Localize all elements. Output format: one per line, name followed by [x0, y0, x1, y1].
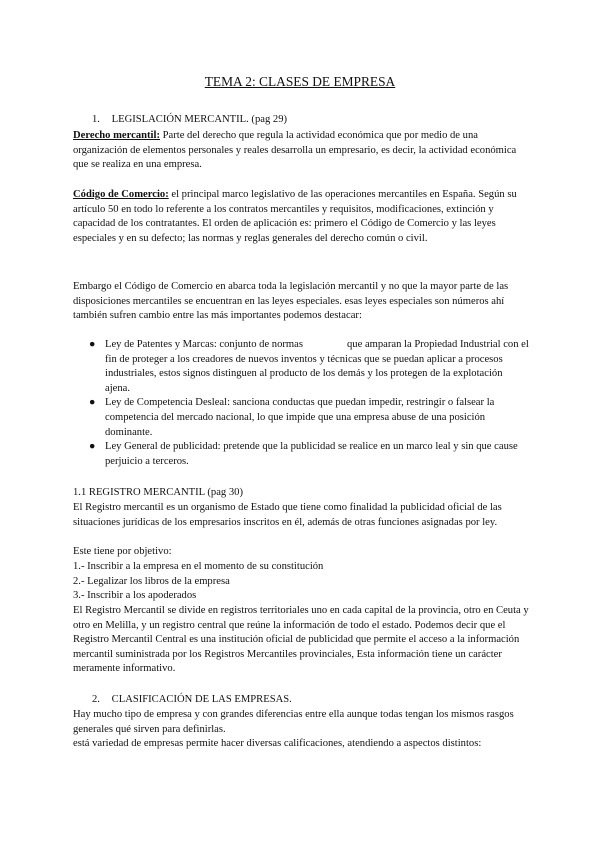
section-1-heading	[92, 113, 532, 128]
section-2-heading	[92, 693, 532, 708]
objective-item-1: 1.- Inscribir a la empresa en el momento de su constitución	[73, 561, 324, 572]
bullet-icon: ●	[89, 397, 96, 409]
bullet-icon: ●	[89, 441, 96, 453]
section-2-number: 2.	[92, 694, 100, 705]
paragraph-derecho-mercantil	[73, 129, 529, 173]
bullet-icon: ●	[89, 339, 96, 350]
paragraph-calificaciones: está variedad de empresas permite hacer diversas calificaciones, atendiendo a aspectos distintos:	[73, 738, 482, 749]
bullet-1-text-start: Ley de Patentes y Marcas: conjunto de normas	[105, 339, 303, 350]
section-1-title: LEGISLACIÓN MERCANTIL. (pag 29)	[111, 114, 288, 125]
term-codigo-comercio: Código de Comercio:	[73, 189, 169, 200]
list-item	[73, 440, 529, 469]
objective-item-3: 3.- Inscribir a los apoderados	[73, 590, 197, 601]
list-item	[73, 396, 529, 440]
bullet-2-text: Ley de Competencia Desleal: sanciona conductas que puedan impedir, restringir o falsear la competencia del mercado nacional, lo que impide que una empresa abuse de una posición dominante.	[105, 397, 495, 438]
document-title: TEMA 2: CLASES DE EMPRESA	[204, 74, 396, 89]
section-1-number: 1.	[92, 114, 100, 125]
paragraph-registro-mercantil: El Registro mercantil es un organismo de Estado que tiene como finalidad la publicidad oficial de las situaciones jurídicas de los empresarios inscritos en él, además de otras funciones asignadas por ley.	[73, 502, 502, 528]
paragraph-leyes-especiales: Embargo el Código de Comercio en abarca toda la legislación mercantil y no que la mayor parte de las disposiciones mercantiles se encuentran en las leyes especiales. esas leyes especiales son números ahí también sufren cambio entre las más importantes podemos destacar:	[73, 281, 509, 322]
section-1-1-heading: 1.1 REGISTRO MERCANTIL (pag 30)	[73, 487, 243, 498]
paragraph-registros-territoriales: El Registro Mercantil se divide en registros territoriales uno en cada capital de la provincia, otro en Ceuta y otro en Melilla, y un registro central que reúne la información de todo el estado. Podemos decir que el Registro Mercantil Central es una institución oficial de publicidad que permite el acceso a la información mercantil suministrada por los Registros Mercantiles provinciales, Esta información tiene un carácter meramente informativo.	[73, 605, 529, 675]
paragraph-tipos-empresa: Hay mucho tipo de empresa y con grandes diferencias entre ella aunque todas tengan los mismos rasgos generales qué sirven para definirlas.	[73, 709, 514, 735]
paragraph-objetivo: Este tiene por objetivo:	[73, 546, 172, 557]
list-item	[73, 338, 529, 396]
laws-bullet-list	[73, 338, 529, 469]
definition-codigo-comercio: el principal marco legislativo de las operaciones mercantiles en España. Según su artículo 50 en todo lo referente a los contratos mercantiles y requisitos, modificaciones, extinción y capacidad de los contratantes. El orden de aplicación es: primero el Código de Comercio y las leyes especiales y en su defecto; las normas y reglas generales del derecho común o civil.	[73, 189, 517, 244]
bullet-1-text-end: que amparan la Propiedad Industrial con el fin de proteger a los creadores de nuevos inventos y técnicas que se puedan aplicar a procesos industriales, estos signos distinguen al producto de los demás y los protegen de la explotación ajena.	[105, 339, 529, 394]
term-derecho-mercantil: Derecho mercantil:	[73, 130, 160, 141]
section-2-title: CLASIFICACIÓN DE LAS EMPRESAS.	[111, 694, 292, 705]
paragraph-codigo-comercio	[73, 188, 529, 246]
definition-derecho-mercantil: Parte del derecho que regula la actividad económica que por medio de una organización de elementos personales y reales desarrolla un empresario, es decir, la actividad económica que se realiza en una empresa.	[73, 130, 517, 171]
objective-item-2: 2.- Legalizar los libros de la empresa	[73, 576, 230, 587]
bullet-3-text: Ley General de publicidad: pretende que la publicidad se realice en un marco leal y sin que cause perjuicio a terceros.	[105, 441, 518, 467]
